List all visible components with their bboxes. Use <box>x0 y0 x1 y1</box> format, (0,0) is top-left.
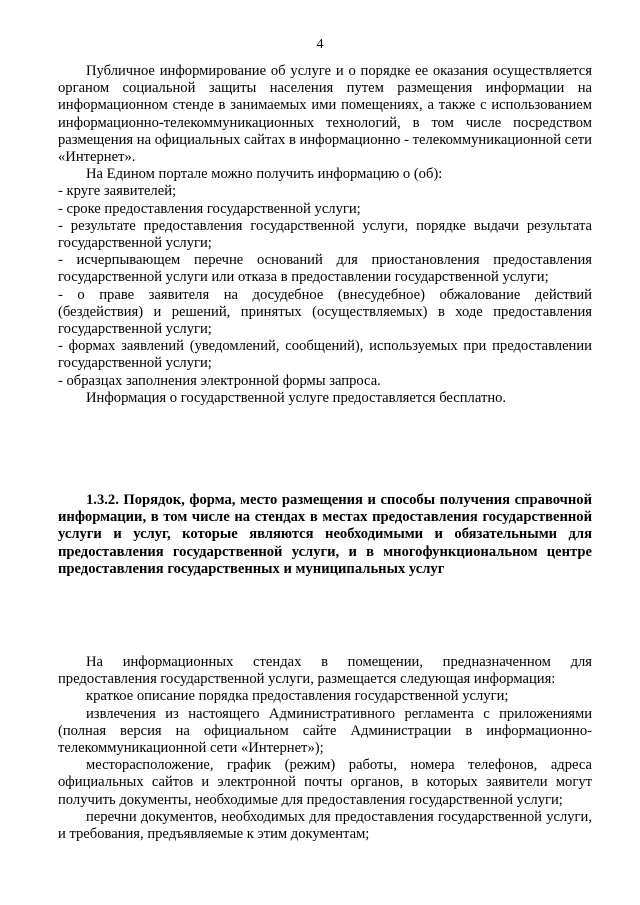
list-item: - формах заявлений (уведомлений, сообщений), используемых при предоставлении государственной услуги; <box>58 338 592 372</box>
page-number: 4 <box>316 37 324 52</box>
list-item: - о праве заявителя на досудебное (внесудебное) обжалование действий (бездействия) и решений, принятых (осуществляемых) в ходе предоставления государственной услуги; <box>58 286 592 338</box>
section-stands-info <box>58 654 592 843</box>
list-item: - сроке предоставления государственной услуги; <box>58 200 361 217</box>
list-item: - результате предоставления государственной услуги, порядке выдачи результата государственной услуги; <box>58 217 592 252</box>
section-heading-text: 1.3.2. Порядок, форма, место размещения и способы получения справочной информации, в том числе на стендах в местах предоставления государственной услуги и услуг, которые являются необходимыми и обязательными для предоставления государственной услуги, и в многофункциональном центре предоставления государственных и муниципальных услуг <box>58 492 592 577</box>
paragraph: Информация о государственной услуге предоставляется бесплатно. <box>86 389 507 406</box>
list-item: - образцах заполнения электронной формы запроса. <box>58 372 381 389</box>
paragraph: На информационных стендах в помещении, предназначенном для предоставления государственной услуги, размещается следующая информация: <box>58 654 592 688</box>
list-item: перечни документов, необходимых для предоставления государственной услуги, и требования, предъявляемые к этим документам; <box>58 808 592 843</box>
paragraph: На Едином портале можно получить информацию о (об): <box>86 166 443 183</box>
paragraph: Публичное информирование об услуге и о порядке ее оказания осуществляется органом социальной защиты населения путем размещения информации на информационном стенде в занимаемых ими помещениях, а также с использованием информационно-телекоммуникационных технологий, в том числе посредством размещения на официальных сайтах в информационно - телекоммуникационной сети «Интернет». <box>58 63 592 166</box>
section-heading <box>58 492 592 578</box>
list-item: краткое описание порядка предоставления государственной услуги; <box>86 688 509 705</box>
list-item: месторасположение, график (режим) работы, номера телефонов, адреса официальных сайтов и электронной почты органов, в которых заявители могут получить документы, необходимые для предоставления государственной услуги; <box>58 757 592 808</box>
section-public-info <box>58 63 592 407</box>
list-item: - исчерпывающем перечне оснований для приостановления предоставления государственной услуги или отказа в предоставлении государственной услуги; <box>58 252 592 286</box>
list-item: извлечения из настоящего Административного регламента с приложениями (полная версия на официальном сайте Администрации в информационно-телекоммуникационной сети «Интернет»); <box>58 705 592 757</box>
list-item: - круге заявителей; <box>58 183 177 200</box>
